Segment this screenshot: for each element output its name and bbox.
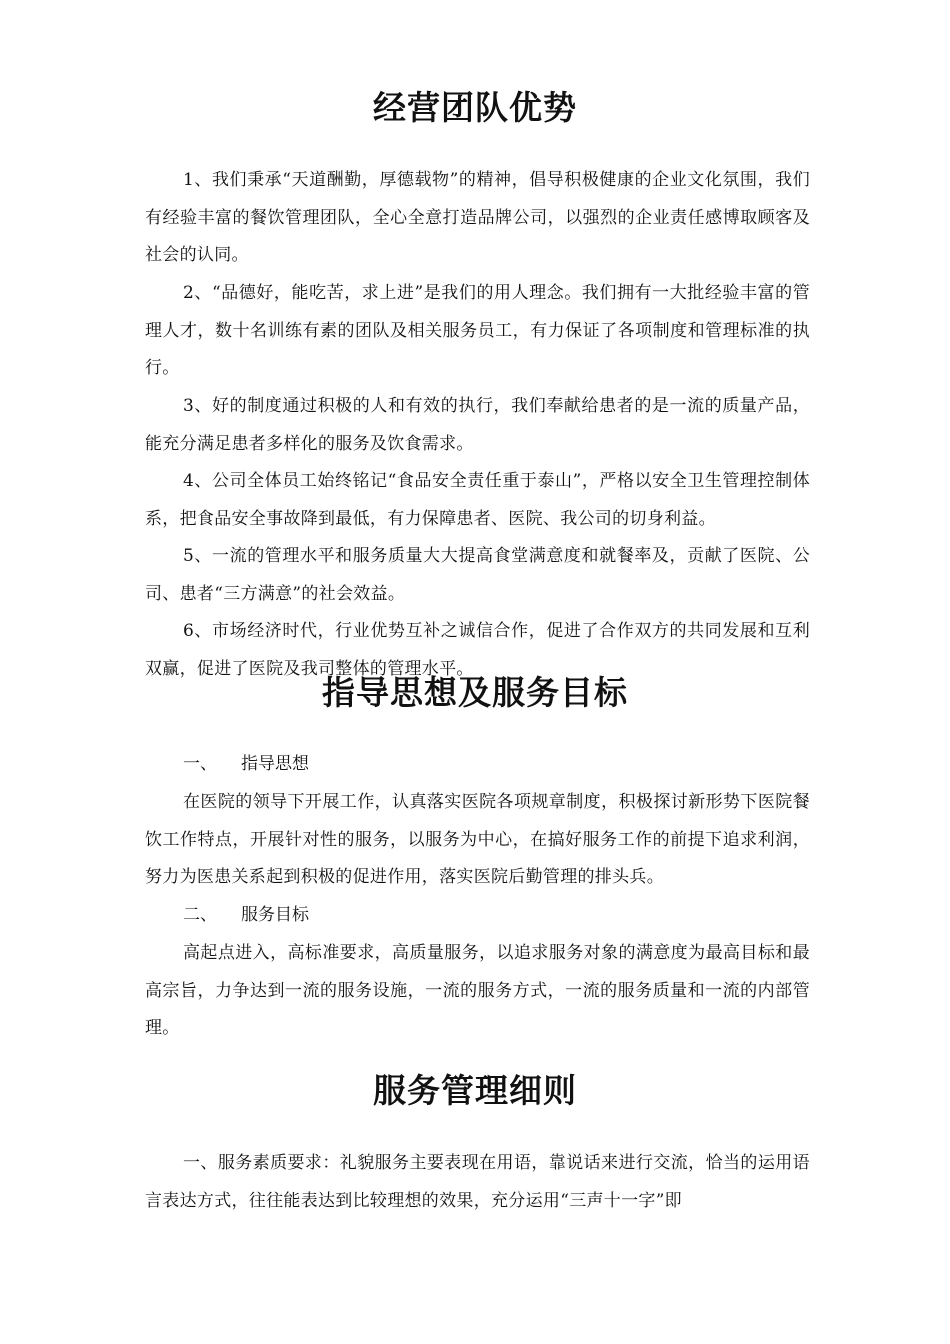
subheading-number: 一、 (183, 754, 217, 774)
section-title-guiding-principles: 指导思想及服务目标 (322, 673, 628, 712)
paragraph-service-quality: 一、服务素质要求：礼貌服务主要表现在用语，靠说话来进行交流，恰当的运用语言表达方式，往往能表达到比较理想的效果，充分运用“三声十一字”即 (145, 1153, 810, 1211)
subheading-service-goal (183, 897, 309, 935)
paragraph-advantage-2: 2、“品德好，能吃苦，求上进”是我们的用人理念。我们拥有一大批经验丰富的管理人才，数十名训练有素的团队及相关服务员工，有力保证了各项制度和管理标准的执行。 (145, 283, 810, 378)
paragraph-guiding-thought: 在医院的领导下开展工作，认真落实医院各项规章制度，积极探讨新形势下医院餐饮工作特点，开展针对性的服务，以服务为中心，在搞好服务工作的前提下追求利润，努力为医患关系起到积极的促进作用，落实医院后勤管理的排头兵。 (145, 792, 810, 887)
subheading-label: 服务目标 (241, 905, 309, 925)
section-title-service-rules: 服务管理细则 (373, 1071, 577, 1110)
subheading-guiding-thought (183, 746, 309, 784)
paragraph-advantage-6: 6、市场经济时代，行业优势互补之诚信合作，促进了合作双方的共同发展和互利双赢，促进了医院及我司整体的管理水平。 (145, 621, 810, 679)
paragraph-service-goal: 高起点进入，高标准要求，高质量服务，以追求服务对象的满意度为最高目标和最高宗旨，力争达到一流的服务设施，一流的服务方式，一流的服务质量和一流的内部管理。 (145, 943, 810, 1038)
paragraph-advantage-4: 4、公司全体员工始终铭记“食品安全责任重于泰山”，严格以安全卫生管理控制体系，把食品安全事故降到最低，有力保障患者、医院、我公司的切身利益。 (145, 471, 810, 529)
section-title-team-advantages: 经营团队优势 (373, 88, 577, 127)
subheading-label: 指导思想 (241, 754, 309, 774)
subheading-number: 二、 (183, 905, 217, 925)
paragraph-advantage-3: 3、好的制度通过积极的人和有效的执行，我们奉献给患者的是一流的质量产品，能充分满足患者多样化的服务及饮食需求。 (145, 396, 810, 454)
paragraph-advantage-1: 1、我们秉承“天道酬勤，厚德载物”的精神，倡导积极健康的企业文化氛围，我们有经验丰富的餐饮管理团队，全心全意打造品牌公司，以强烈的企业责任感博取顾客及社会的认同。 (145, 170, 810, 265)
paragraph-advantage-5: 5、一流的管理水平和服务质量大大提高食堂满意度和就餐率及，贡献了医院、公司、患者“三方满意”的社会效益。 (145, 546, 810, 604)
